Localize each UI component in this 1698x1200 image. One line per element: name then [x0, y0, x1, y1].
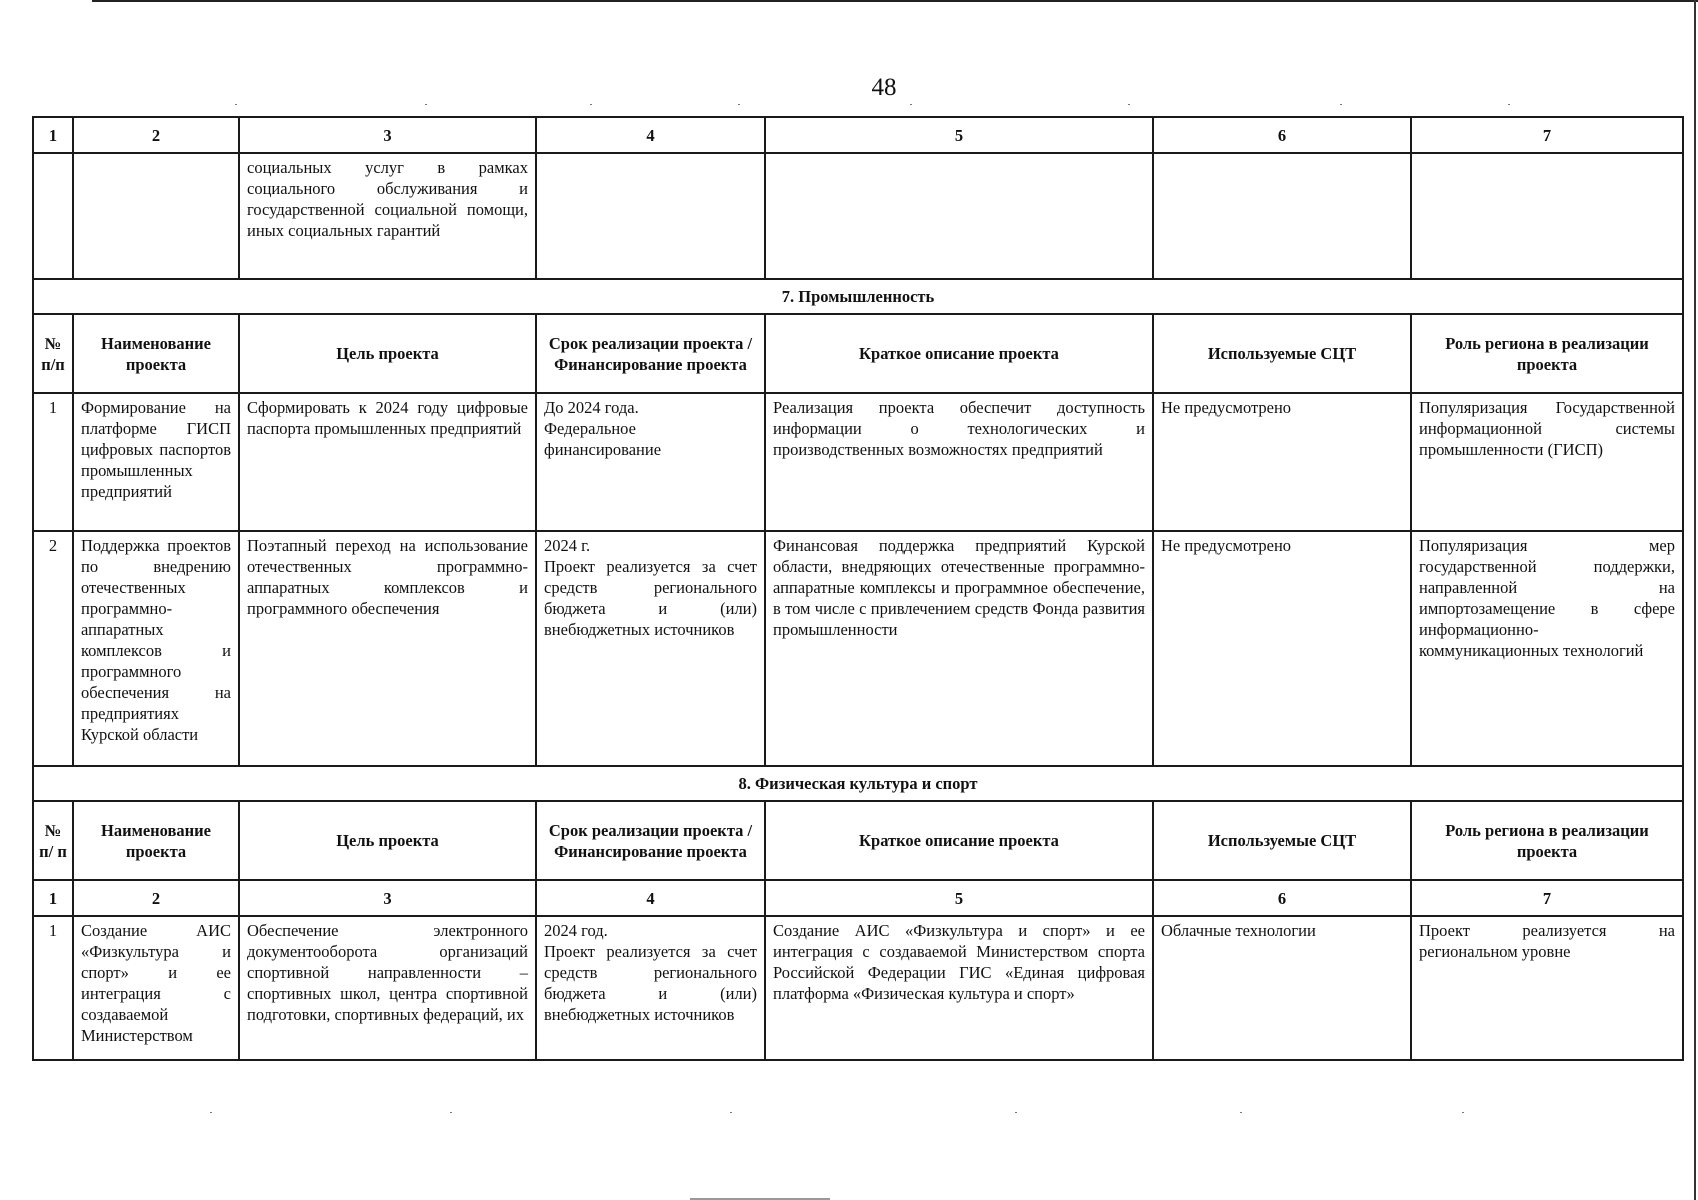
scan-noise-top: [30, 104, 1670, 108]
column-number: 3: [239, 117, 536, 153]
project-term: До 2024 года.: [544, 398, 639, 417]
project-term-cell: [536, 916, 765, 1060]
column-number: 6: [1153, 880, 1411, 916]
header-row: [33, 801, 1683, 880]
column-number: 7: [1411, 117, 1683, 153]
empty-cell: [33, 153, 73, 279]
section-title-row: [33, 279, 1683, 314]
table-row: [33, 393, 1683, 531]
project-term-cell: [536, 393, 765, 531]
project-description: Финансовая поддержка предприятий Курской области, внедряющих отечественные программно-аппаратные комплексы и программное обеспечение, в том числе с привлечением средств Фонда развития промышленности: [765, 531, 1153, 766]
column-number: 1: [33, 117, 73, 153]
project-financing: Федеральное финансирование: [544, 419, 662, 459]
empty-cell: [1153, 153, 1411, 279]
column-number: 7: [1411, 880, 1683, 916]
header-goal: Цель проекта: [239, 801, 536, 880]
column-number: 3: [239, 880, 536, 916]
header-role: Роль региона в реализации проекта: [1411, 314, 1683, 393]
column-number: 2: [73, 880, 239, 916]
project-financing: Проект реализуется за счет средств регионального бюджета и (или) внебюджетных источников: [544, 557, 757, 639]
continued-goal-cell: социальных услуг в рамках социального обслуживания и государственной социальной помощи, иных социальных гарантий: [239, 153, 536, 279]
project-goal: Сформировать к 2024 году цифровые паспорта промышленных предприятий: [239, 393, 536, 531]
row-number: 2: [33, 531, 73, 766]
column-numbers-row: [33, 117, 1683, 153]
header-number: № п/ п: [33, 801, 73, 880]
header-row: [33, 314, 1683, 393]
project-financing: Проект реализуется за счет средств регионального бюджета и (или) внебюджетных источников: [544, 942, 757, 1024]
table-row: [33, 916, 1683, 1060]
project-sct: Облачные технологии: [1153, 916, 1411, 1060]
section-title-row: [33, 766, 1683, 801]
row-number: 1: [33, 916, 73, 1060]
header-sct: Используемые СЦТ: [1153, 801, 1411, 880]
scan-right-edge-line: [1694, 0, 1696, 1200]
header-name: Наименование проекта: [73, 314, 239, 393]
continued-row: [33, 153, 1683, 279]
header-description: Краткое описание проекта: [765, 801, 1153, 880]
project-sct: Не предусмотрено: [1153, 531, 1411, 766]
scan-noise-bottom: [30, 1112, 1670, 1116]
column-number: 6: [1153, 117, 1411, 153]
project-description: Реализация проекта обеспечит доступность информации о технологических и производственных возможностях предприятий: [765, 393, 1153, 531]
header-term: Срок реализации проекта / Финансирование проекта: [536, 314, 765, 393]
project-term: 2024 г.: [544, 536, 591, 555]
empty-cell: [536, 153, 765, 279]
header-name: Наименование проекта: [73, 801, 239, 880]
project-sct: Не предусмотрено: [1153, 393, 1411, 531]
header-description: Краткое описание проекта: [765, 314, 1153, 393]
page-number: 48: [871, 74, 897, 101]
project-term: 2024 год.: [544, 921, 608, 940]
empty-cell: [1411, 153, 1683, 279]
scan-top-edge-line: [92, 0, 1698, 2]
project-goal: Поэтапный переход на использование отечественных программно-аппаратных комплексов и программного обеспечения: [239, 531, 536, 766]
column-number: 5: [765, 880, 1153, 916]
section-title-sport: 8. Физическая культура и спорт: [33, 766, 1683, 801]
empty-cell: [73, 153, 239, 279]
column-number: 4: [536, 880, 765, 916]
header-sct: Используемые СЦТ: [1153, 314, 1411, 393]
table-row: [33, 531, 1683, 766]
project-description: Создание АИС «Физкультура и спорт» и ее интеграция с создаваемой Министерством спорта Российской Федерации ГИС «Единая цифровая платформа «Физическая культура и спорт»: [765, 916, 1153, 1060]
project-goal: Обеспечение электронного документооборота организаций спортивной направленности – спортивных школ, центра спортивной подготовки, спортивных федераций, их: [239, 916, 536, 1060]
column-number: 1: [33, 880, 73, 916]
project-role: Популяризация мер государственной поддержки, направленной на импортозамещение в сфере информационно-коммуникационных технологий: [1411, 531, 1683, 766]
column-number: 4: [536, 117, 765, 153]
column-number: 5: [765, 117, 1153, 153]
project-name: Создание АИС «Физкультура и спорт» и ее интеграция с создаваемой Министерством: [73, 916, 239, 1060]
project-name: Поддержка проектов по внедрению отечественных программно-аппаратных комплексов и программного обеспечения на предприятиях Курской области: [73, 531, 239, 766]
section-title-industry: 7. Промышленность: [33, 279, 1683, 314]
project-name: Формирование на платформе ГИСП цифровых паспортов промышленных предприятий: [73, 393, 239, 531]
column-numbers-row: [33, 880, 1683, 916]
header-role: Роль региона в реализации проекта: [1411, 801, 1683, 880]
empty-cell: [765, 153, 1153, 279]
header-term: Срок реализации проекта / Финансирование проекта: [536, 801, 765, 880]
project-role: Проект реализуется на региональном уровне: [1411, 916, 1683, 1060]
project-role: Популяризация Государственной информационной системы промышленности (ГИСП): [1411, 393, 1683, 531]
projects-table: [32, 116, 1684, 1061]
project-term-cell: [536, 531, 765, 766]
header-number: № п/п: [33, 314, 73, 393]
row-number: 1: [33, 393, 73, 531]
header-goal: Цель проекта: [239, 314, 536, 393]
column-number: 2: [73, 117, 239, 153]
